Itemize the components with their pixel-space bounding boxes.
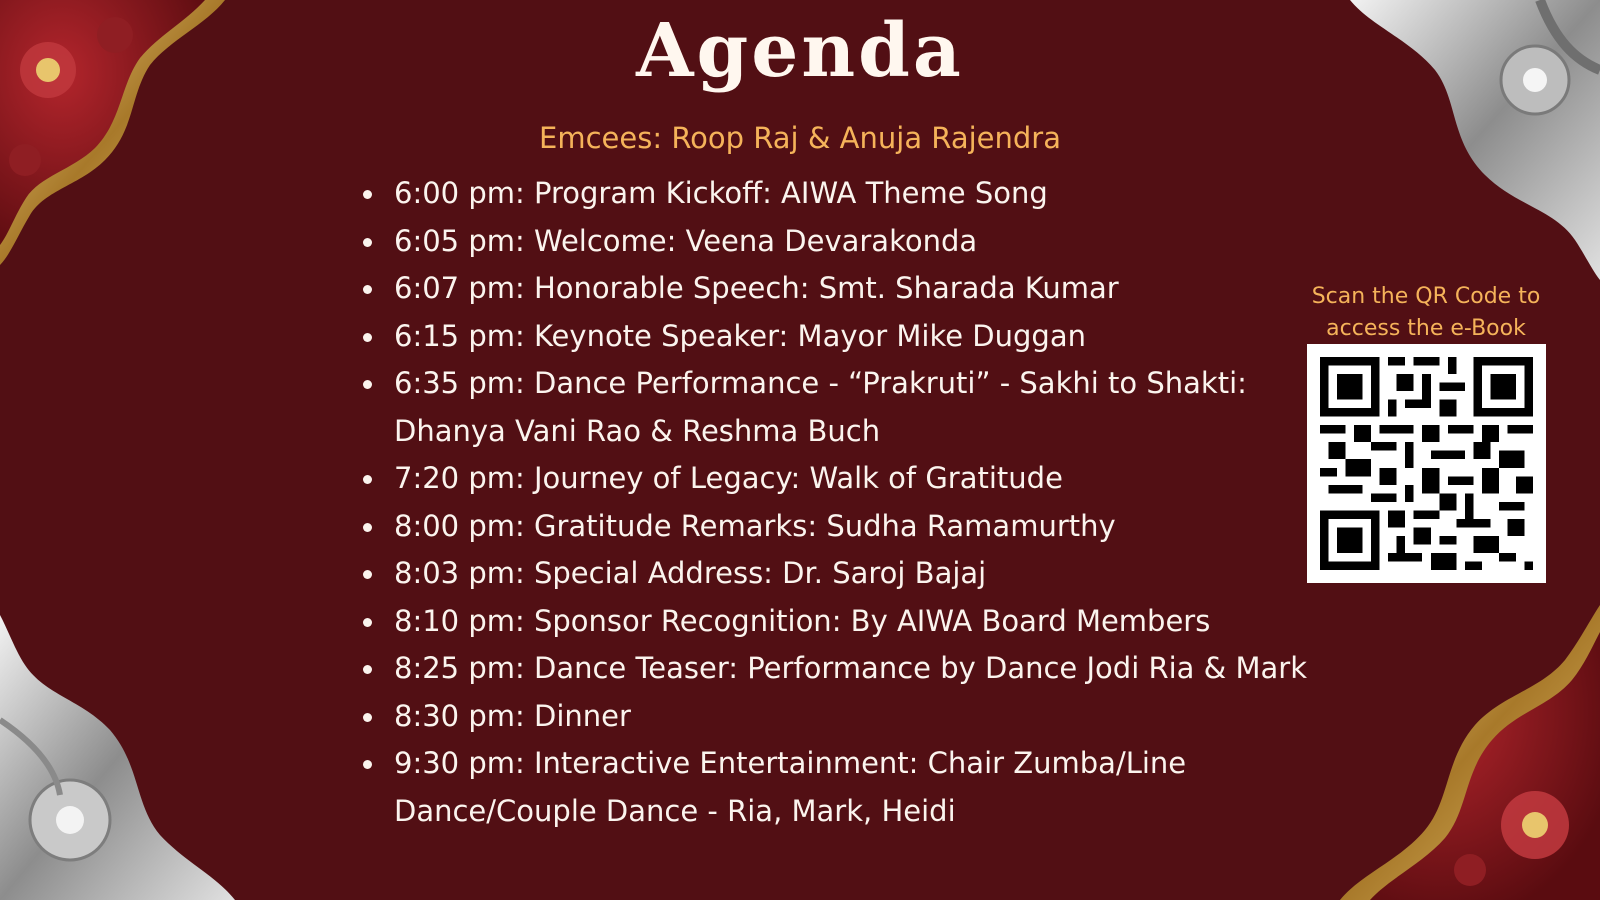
agenda-item [357, 313, 1322, 361]
agenda-item-text: 8:25 pm: Dance Teaser: Performance by Dance Jodi Ria & Mark [394, 651, 1308, 685]
agenda-item-text: 8:10 pm: Sponsor Recognition: By AIWA Board Members [394, 603, 1211, 638]
ornament-bottom-left [0, 600, 240, 900]
bullet-icon [363, 238, 372, 247]
agenda-item-text: 6:35 pm: Dance Performance - “Prakruti” - Sakhi to Shakti: Dhanya Vani Rao & Reshma Buch [394, 366, 1247, 448]
agenda-item-text: 8:03 pm: Special Address: Dr. Saroj Bajaj [394, 556, 987, 590]
agenda-item-text: 6:07 pm: Honorable Speech: Smt. Sharada Kumar [394, 271, 1119, 305]
agenda-item-text: 9:30 pm: Interactive Entertainment: Chair Zumba/Line Dance/Couple Dance - Ria, Mark, Heidi [394, 746, 1187, 828]
agenda-item [357, 598, 1322, 646]
agenda-item [357, 360, 1322, 455]
bullet-icon [363, 190, 372, 199]
agenda-item-text: 6:00 pm: Program Kickoff: AIWA Theme Song [394, 176, 1048, 210]
agenda-item-text: 6:05 pm: Welcome: Veena Devarakonda [394, 223, 978, 258]
agenda-item-text: 8:30 pm: Dinner [394, 698, 631, 733]
agenda-item-text: 7:20 pm: Journey of Legacy: Walk of Gratitude [394, 461, 1063, 495]
bullet-icon [363, 665, 372, 674]
qr-caption: Scan the QR Code to access the e-Book [1311, 284, 1541, 341]
agenda-item [357, 455, 1322, 503]
bullet-icon [363, 713, 372, 722]
ornament-bottom-right [1330, 600, 1600, 900]
agenda-item [357, 170, 1322, 218]
bullet-icon [363, 618, 372, 627]
agenda-item [357, 218, 1322, 266]
agenda-item-text: 6:15 pm: Keynote Speaker: Mayor Mike Duggan [394, 318, 1086, 353]
bullet-icon [363, 570, 372, 579]
qr-code[interactable] [1307, 344, 1546, 583]
bullet-icon [363, 523, 372, 532]
bullet-icon [363, 760, 372, 769]
agenda-list [357, 170, 1322, 835]
page-title: Agenda [636, 8, 964, 94]
bullet-icon [363, 475, 372, 484]
emcees-subtitle: Emcees: Roop Raj & Anuja Rajendra [539, 121, 1061, 155]
agenda-item [357, 740, 1322, 835]
bullet-icon [363, 380, 372, 389]
agenda-item [357, 265, 1322, 313]
agenda-item [357, 693, 1322, 741]
bullet-icon [363, 285, 372, 294]
agenda-item [357, 645, 1322, 693]
agenda-item [357, 550, 1322, 598]
qr-code-icon [1320, 357, 1533, 570]
agenda-item-text: 8:00 pm: Gratitude Remarks: Sudha Ramamurthy [394, 508, 1116, 543]
bullet-icon [363, 333, 372, 342]
agenda-item [357, 503, 1322, 551]
